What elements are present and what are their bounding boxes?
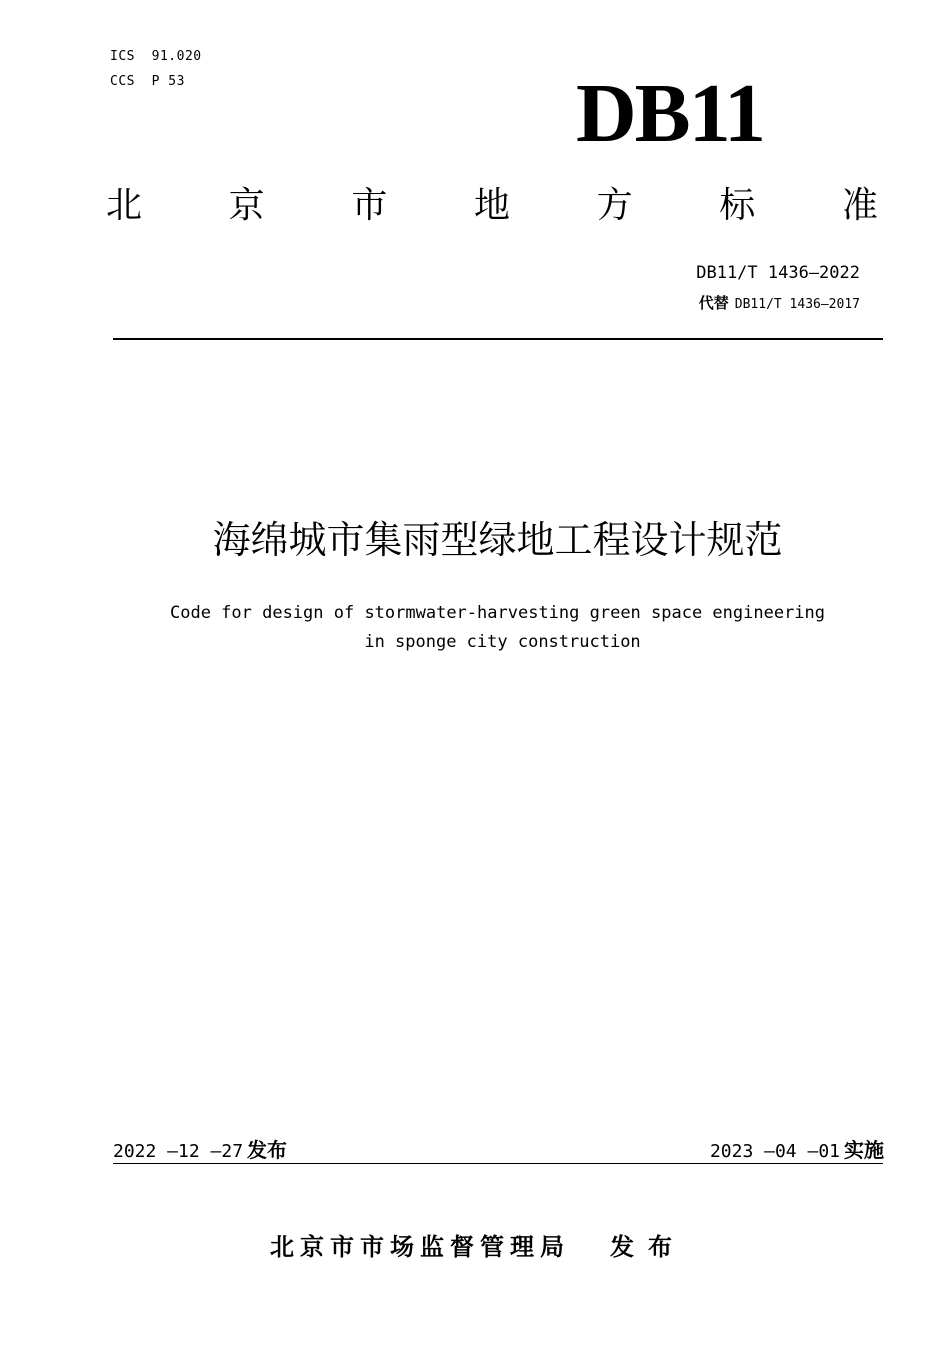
implementation-label: 实施 — [844, 1138, 884, 1162]
standard-type-char: 准 — [841, 185, 878, 226]
replaces-label: 代替 — [698, 294, 729, 312]
standard-type-char: 标 — [719, 185, 756, 226]
standard-type-char: 市 — [351, 185, 388, 226]
ics-code: ICS 91.020 — [110, 49, 202, 64]
issuer-line — [270, 1227, 686, 1262]
db11-logo: DB11 — [576, 67, 765, 160]
title-chinese: 海绵城市集雨型绿地工程设计规范 — [212, 518, 783, 562]
issuer-action: 发布 — [610, 1233, 686, 1261]
issue-date-line — [113, 1134, 287, 1163]
standard-type-char: 北 — [106, 185, 143, 226]
ccs-code: CCS P 53 — [110, 74, 185, 89]
issuer-name: 北京市市场监督管理局 — [270, 1233, 570, 1261]
standard-type-char: 地 — [473, 185, 510, 226]
issue-date: 2022 —12 —27 — [113, 1141, 244, 1162]
implementation-date: 2023 —04 —01 — [709, 1141, 840, 1162]
implementation-date-line — [710, 1134, 884, 1163]
title-english-line-2: in sponge city construction — [364, 632, 641, 652]
standard-type-char: 方 — [596, 185, 633, 226]
footer-divider — [113, 1163, 883, 1164]
standard-type-char: 京 — [228, 185, 265, 226]
title-english-line-1: Code for design of stormwater-harvesting green space engineering — [169, 603, 826, 623]
standard-number: DB11/T 1436—2022 — [696, 263, 860, 283]
issue-label: 发布 — [247, 1138, 288, 1162]
standard-type-heading — [106, 184, 878, 227]
replaces-line — [699, 292, 860, 313]
header-divider — [113, 338, 883, 340]
replaces-number: DB11/T 1436—2017 — [734, 297, 860, 312]
